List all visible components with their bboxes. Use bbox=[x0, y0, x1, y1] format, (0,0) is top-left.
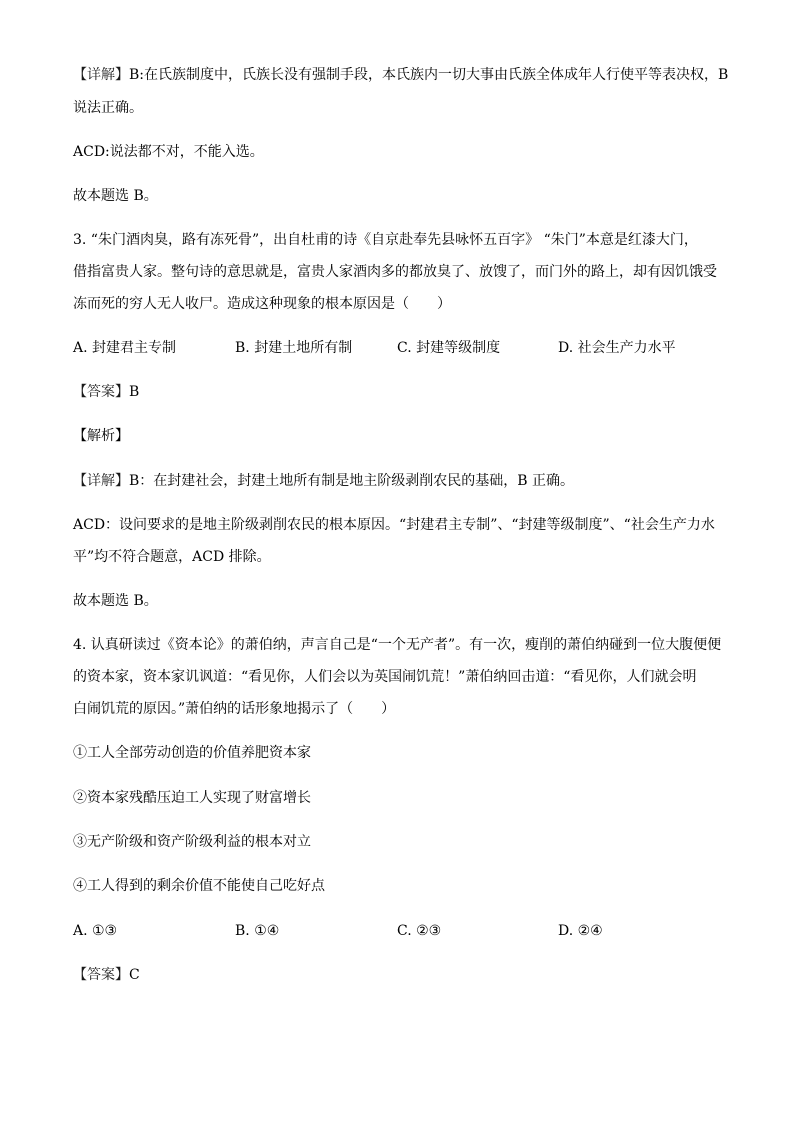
q3-option-a: A. 封建君主专制 bbox=[73, 340, 177, 356]
detail-label: 【详解】 bbox=[73, 67, 129, 83]
q4-option-c: C. ②③ bbox=[397, 923, 442, 939]
q3-option-b: B. 封建土地所有制 bbox=[235, 340, 353, 356]
answer-label: 【答案】 bbox=[73, 967, 129, 983]
q4-stem-line3: 白闹饥荒的原因。”萧伯纳的话形象地揭示了（ ） bbox=[73, 701, 396, 717]
q4-option-a: A. ①③ bbox=[73, 923, 118, 939]
q4-option-b: B. ①④ bbox=[235, 923, 280, 939]
answer-value: C bbox=[129, 967, 140, 983]
q4-stem-line1: 4. 认真研读过《资本论》的萧伯纳，声言自己是“一个无产者”。有一次，瘦削的萧伯纳碰到一位大腹便便 bbox=[73, 637, 722, 653]
q3-option-c: C. 封建等级制度 bbox=[397, 340, 501, 356]
q2-conclusion: 故本题选 B。 bbox=[73, 188, 158, 204]
answer-value: B bbox=[129, 384, 140, 400]
q4-item-3: ③无产阶级和资产阶级利益的根本对立 bbox=[73, 834, 311, 850]
q3-stem-line3: 冻而死的穷人无人收尸。造成这种现象的根本原因是（ ） bbox=[73, 296, 451, 312]
q2-detail-line2: 说法正确。 bbox=[73, 100, 143, 116]
q2-detail-line1: 【详解】B:在氏族制度中，氏族长没有强制手段，本氏族内一切大事由氏族全体成年人行使平等表决权，B bbox=[73, 67, 729, 83]
q2-acd-text: ACD:说法都不对，不能入选。 bbox=[73, 144, 264, 160]
q3-acd-line1: ACD：设问要求的是地主阶级剥削农民的根本原因。“封建君主专制”、“封建等级制度”、“社会生产力水 bbox=[73, 517, 715, 533]
q3-analysis-label: 【解析】 bbox=[73, 428, 129, 444]
q4-item-2: ②资本家残酷压迫工人实现了财富增长 bbox=[73, 790, 311, 806]
q3-acd-line2: 平”均不符合题意，ACD 排除。 bbox=[73, 549, 271, 565]
q3-stem-line1: 3. “朱门酒肉臭，路有冻死骨”，出自杜甫的诗《自京赴奉先县咏怀五百字》 “朱门”本意是红漆大门， bbox=[73, 232, 698, 248]
answer-label: 【答案】 bbox=[73, 384, 129, 400]
q3-conclusion: 故本题选 B。 bbox=[73, 593, 158, 609]
q4-option-d: D. ②④ bbox=[558, 923, 603, 939]
q4-item-1: ①工人全部劳动创造的价值养肥资本家 bbox=[73, 745, 311, 761]
q3-stem-line2: 借指富贵人家。整句诗的意思就是，富贵人家酒肉多的都放臭了、放馊了，而门外的路上，却有因饥饿受 bbox=[73, 264, 717, 280]
q4-stem-line2: 的资本家，资本家讥讽道：“看见你，人们会以为英国闹饥荒！”萧伯纳回击道：“看见你，人们就会明 bbox=[73, 669, 697, 685]
q4-item-4: ④工人得到的剩余价值不能使自己吃好点 bbox=[73, 878, 325, 894]
q3-detail: 【详解】B：在封建社会，封建土地所有制是地主阶级剥削农民的基础，B 正确。 bbox=[73, 473, 575, 489]
q4-answer bbox=[73, 966, 140, 984]
q3-option-d: D. 社会生产力水平 bbox=[558, 340, 676, 356]
detail-label: 【详解】 bbox=[73, 473, 129, 489]
q3-answer bbox=[73, 383, 139, 401]
